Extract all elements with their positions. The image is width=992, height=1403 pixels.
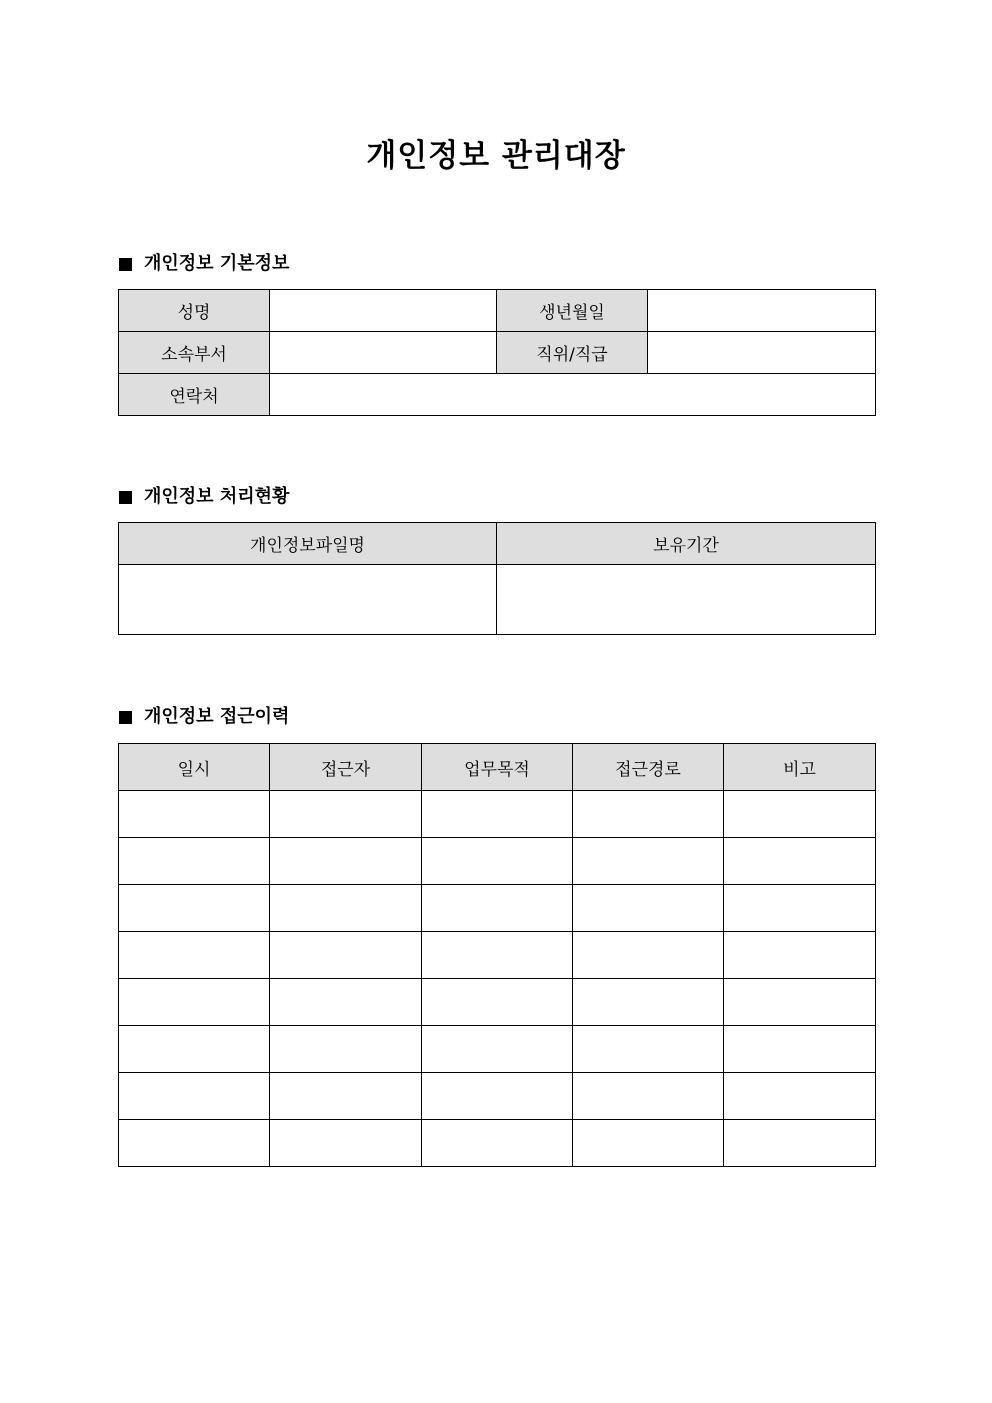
purpose-cell[interactable] bbox=[422, 838, 573, 885]
table-row bbox=[119, 290, 876, 332]
square-bullet-icon bbox=[119, 491, 132, 504]
table-row bbox=[119, 565, 876, 635]
remarks-cell[interactable] bbox=[724, 979, 876, 1026]
birthdate-label: 생년월일 bbox=[497, 290, 648, 332]
accessor-cell[interactable] bbox=[270, 1073, 422, 1120]
column-header-remarks: 비고 bbox=[724, 744, 876, 791]
accessor-cell[interactable] bbox=[270, 1026, 422, 1073]
access-route-cell[interactable] bbox=[573, 1026, 724, 1073]
access-route-cell[interactable] bbox=[573, 838, 724, 885]
purpose-cell[interactable] bbox=[422, 932, 573, 979]
remarks-cell[interactable] bbox=[724, 1120, 876, 1167]
table-row bbox=[119, 885, 876, 932]
access-route-cell[interactable] bbox=[573, 1073, 724, 1120]
accessor-cell[interactable] bbox=[270, 979, 422, 1026]
processing-table bbox=[118, 522, 876, 635]
purpose-cell[interactable] bbox=[422, 979, 573, 1026]
access-route-cell[interactable] bbox=[573, 791, 724, 838]
column-header-purpose: 업무목적 bbox=[422, 744, 573, 791]
accessor-cell[interactable] bbox=[270, 791, 422, 838]
remarks-cell[interactable] bbox=[724, 1026, 876, 1073]
table-header-row bbox=[119, 744, 876, 791]
accessor-cell[interactable] bbox=[270, 885, 422, 932]
department-field[interactable] bbox=[270, 332, 497, 374]
position-field[interactable] bbox=[648, 332, 876, 374]
table-row bbox=[119, 332, 876, 374]
contact-label: 연락처 bbox=[119, 374, 270, 416]
access-route-cell[interactable] bbox=[573, 932, 724, 979]
purpose-cell[interactable] bbox=[422, 1026, 573, 1073]
column-header-access-route: 접근경로 bbox=[573, 744, 724, 791]
contact-field[interactable] bbox=[270, 374, 876, 416]
file-name-cell[interactable] bbox=[119, 565, 497, 635]
column-header-file-name: 개인정보파일명 bbox=[119, 523, 497, 565]
datetime-cell[interactable] bbox=[119, 979, 270, 1026]
remarks-cell[interactable] bbox=[724, 838, 876, 885]
access-route-cell[interactable] bbox=[573, 979, 724, 1026]
section-heading-label: 개인정보 접근이력 bbox=[144, 706, 290, 727]
purpose-cell[interactable] bbox=[422, 1120, 573, 1167]
table-row bbox=[119, 1026, 876, 1073]
position-label: 직위/직급 bbox=[497, 332, 648, 374]
square-bullet-icon bbox=[119, 258, 132, 271]
datetime-cell[interactable] bbox=[119, 885, 270, 932]
datetime-cell[interactable] bbox=[119, 838, 270, 885]
document-title: 개인정보 관리대장 bbox=[366, 138, 626, 174]
datetime-cell[interactable] bbox=[119, 932, 270, 979]
square-bullet-icon bbox=[119, 711, 132, 724]
basic-info-table bbox=[118, 289, 876, 416]
name-label: 성명 bbox=[119, 290, 270, 332]
access-route-cell[interactable] bbox=[573, 885, 724, 932]
section-heading-label: 개인정보 기본정보 bbox=[144, 253, 290, 274]
department-label: 소속부서 bbox=[119, 332, 270, 374]
table-row bbox=[119, 374, 876, 416]
column-header-accessor: 접근자 bbox=[270, 744, 422, 791]
section-heading-basic-info bbox=[119, 252, 289, 276]
purpose-cell[interactable] bbox=[422, 1073, 573, 1120]
table-row bbox=[119, 932, 876, 979]
section-heading-processing bbox=[119, 485, 289, 509]
birthdate-field[interactable] bbox=[648, 290, 876, 332]
remarks-cell[interactable] bbox=[724, 885, 876, 932]
accessor-cell[interactable] bbox=[270, 1120, 422, 1167]
name-field[interactable] bbox=[270, 290, 497, 332]
table-row bbox=[119, 1073, 876, 1120]
datetime-cell[interactable] bbox=[119, 1120, 270, 1167]
column-header-retention-period: 보유기간 bbox=[497, 523, 876, 565]
retention-period-cell[interactable] bbox=[497, 565, 876, 635]
datetime-cell[interactable] bbox=[119, 1073, 270, 1120]
accessor-cell[interactable] bbox=[270, 932, 422, 979]
section-heading-access-log bbox=[119, 705, 289, 729]
table-row bbox=[119, 979, 876, 1026]
table-row bbox=[119, 1120, 876, 1167]
table-row bbox=[119, 838, 876, 885]
remarks-cell[interactable] bbox=[724, 791, 876, 838]
accessor-cell[interactable] bbox=[270, 838, 422, 885]
remarks-cell[interactable] bbox=[724, 1073, 876, 1120]
column-header-datetime: 일시 bbox=[119, 744, 270, 791]
datetime-cell[interactable] bbox=[119, 791, 270, 838]
datetime-cell[interactable] bbox=[119, 1026, 270, 1073]
access-log-table bbox=[118, 743, 876, 1167]
table-row bbox=[119, 791, 876, 838]
purpose-cell[interactable] bbox=[422, 885, 573, 932]
section-heading-label: 개인정보 처리현황 bbox=[144, 486, 290, 507]
remarks-cell[interactable] bbox=[724, 932, 876, 979]
access-route-cell[interactable] bbox=[573, 1120, 724, 1167]
purpose-cell[interactable] bbox=[422, 791, 573, 838]
table-header-row bbox=[119, 523, 876, 565]
